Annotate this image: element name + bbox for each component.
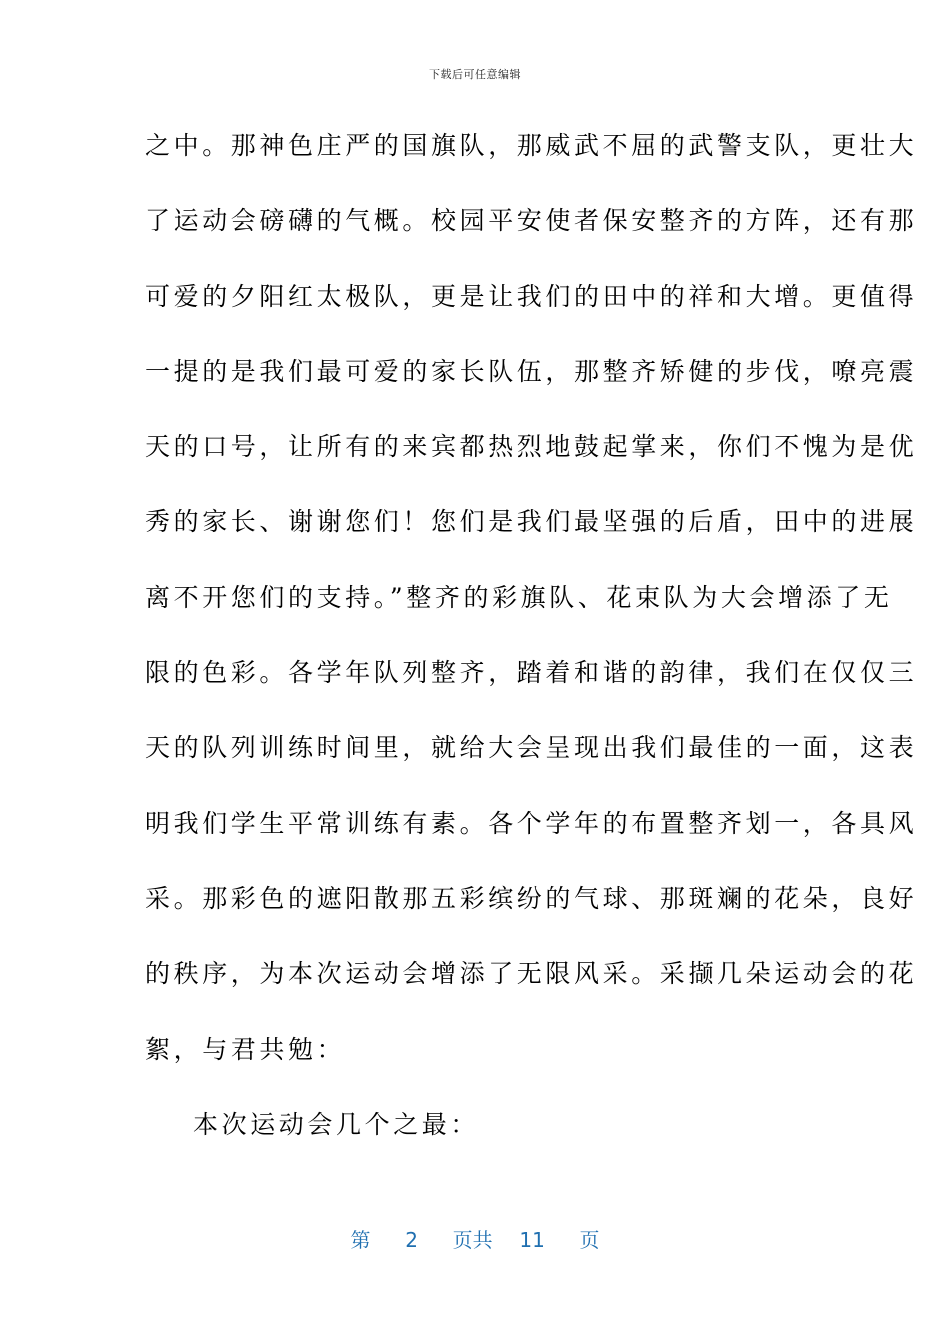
paragraph-line: 采。那彩色的遮阳散那五彩缤纷的气球、那斑斓的花朵，良好 xyxy=(145,883,918,913)
paragraph-line: 天的队列训练时间里，就给大会呈现出我们最佳的一面，这表 xyxy=(145,733,918,763)
paragraph-line: 一提的是我们最可爱的家长队伍，那整齐矫健的步伐，嘹亮震 xyxy=(145,356,918,386)
paragraph-line: 明我们学生平常训练有素。各个学年的布置整齐划一，各具风 xyxy=(145,808,918,838)
paragraph-line: 之中。那神色庄严的国旗队，那威武不屈的武警支队，更壮大 xyxy=(145,131,918,160)
page-middle: 页共 xyxy=(452,1228,493,1252)
paragraph-line: 离不开您们的支持。”整齐的彩旗队、花束队为大会增添了无 xyxy=(145,582,893,612)
total-pages: 11 xyxy=(519,1228,545,1252)
page-suffix: 页 xyxy=(579,1228,600,1252)
page-number: 2 xyxy=(405,1228,418,1252)
paragraph-line: 天的口号，让所有的来宾都热烈地鼓起掌来，你们不愧为是优 xyxy=(145,432,918,462)
page-footer xyxy=(0,1224,950,1253)
document-body xyxy=(145,120,918,1174)
page-prefix: 第 xyxy=(350,1228,371,1252)
paragraph-line: 秀的家长、谢谢您们！您们是我们最坚强的后盾，田中的进展 xyxy=(145,507,918,537)
section-heading-line: 本次运动会几个之最： xyxy=(193,1109,480,1139)
paragraph-line: 的秩序，为本次运动会增添了无限风采。采撷几朵运动会的花 xyxy=(145,959,918,989)
paragraph-line: 限的色彩。各学年队列整齐，踏着和谐的韵律，我们在仅仅三 xyxy=(145,658,918,688)
page-header: 下载后可任意编辑 xyxy=(429,68,521,81)
paragraph-line: 可爱的夕阳红太极队，更是让我们的田中的祥和大增。更值得 xyxy=(145,281,918,311)
paragraph-line: 了运动会磅礴的气概。校园平安使者保安整齐的方阵，还有那 xyxy=(145,206,918,236)
paragraph-line: 絮，与君共勉： xyxy=(145,1034,346,1064)
